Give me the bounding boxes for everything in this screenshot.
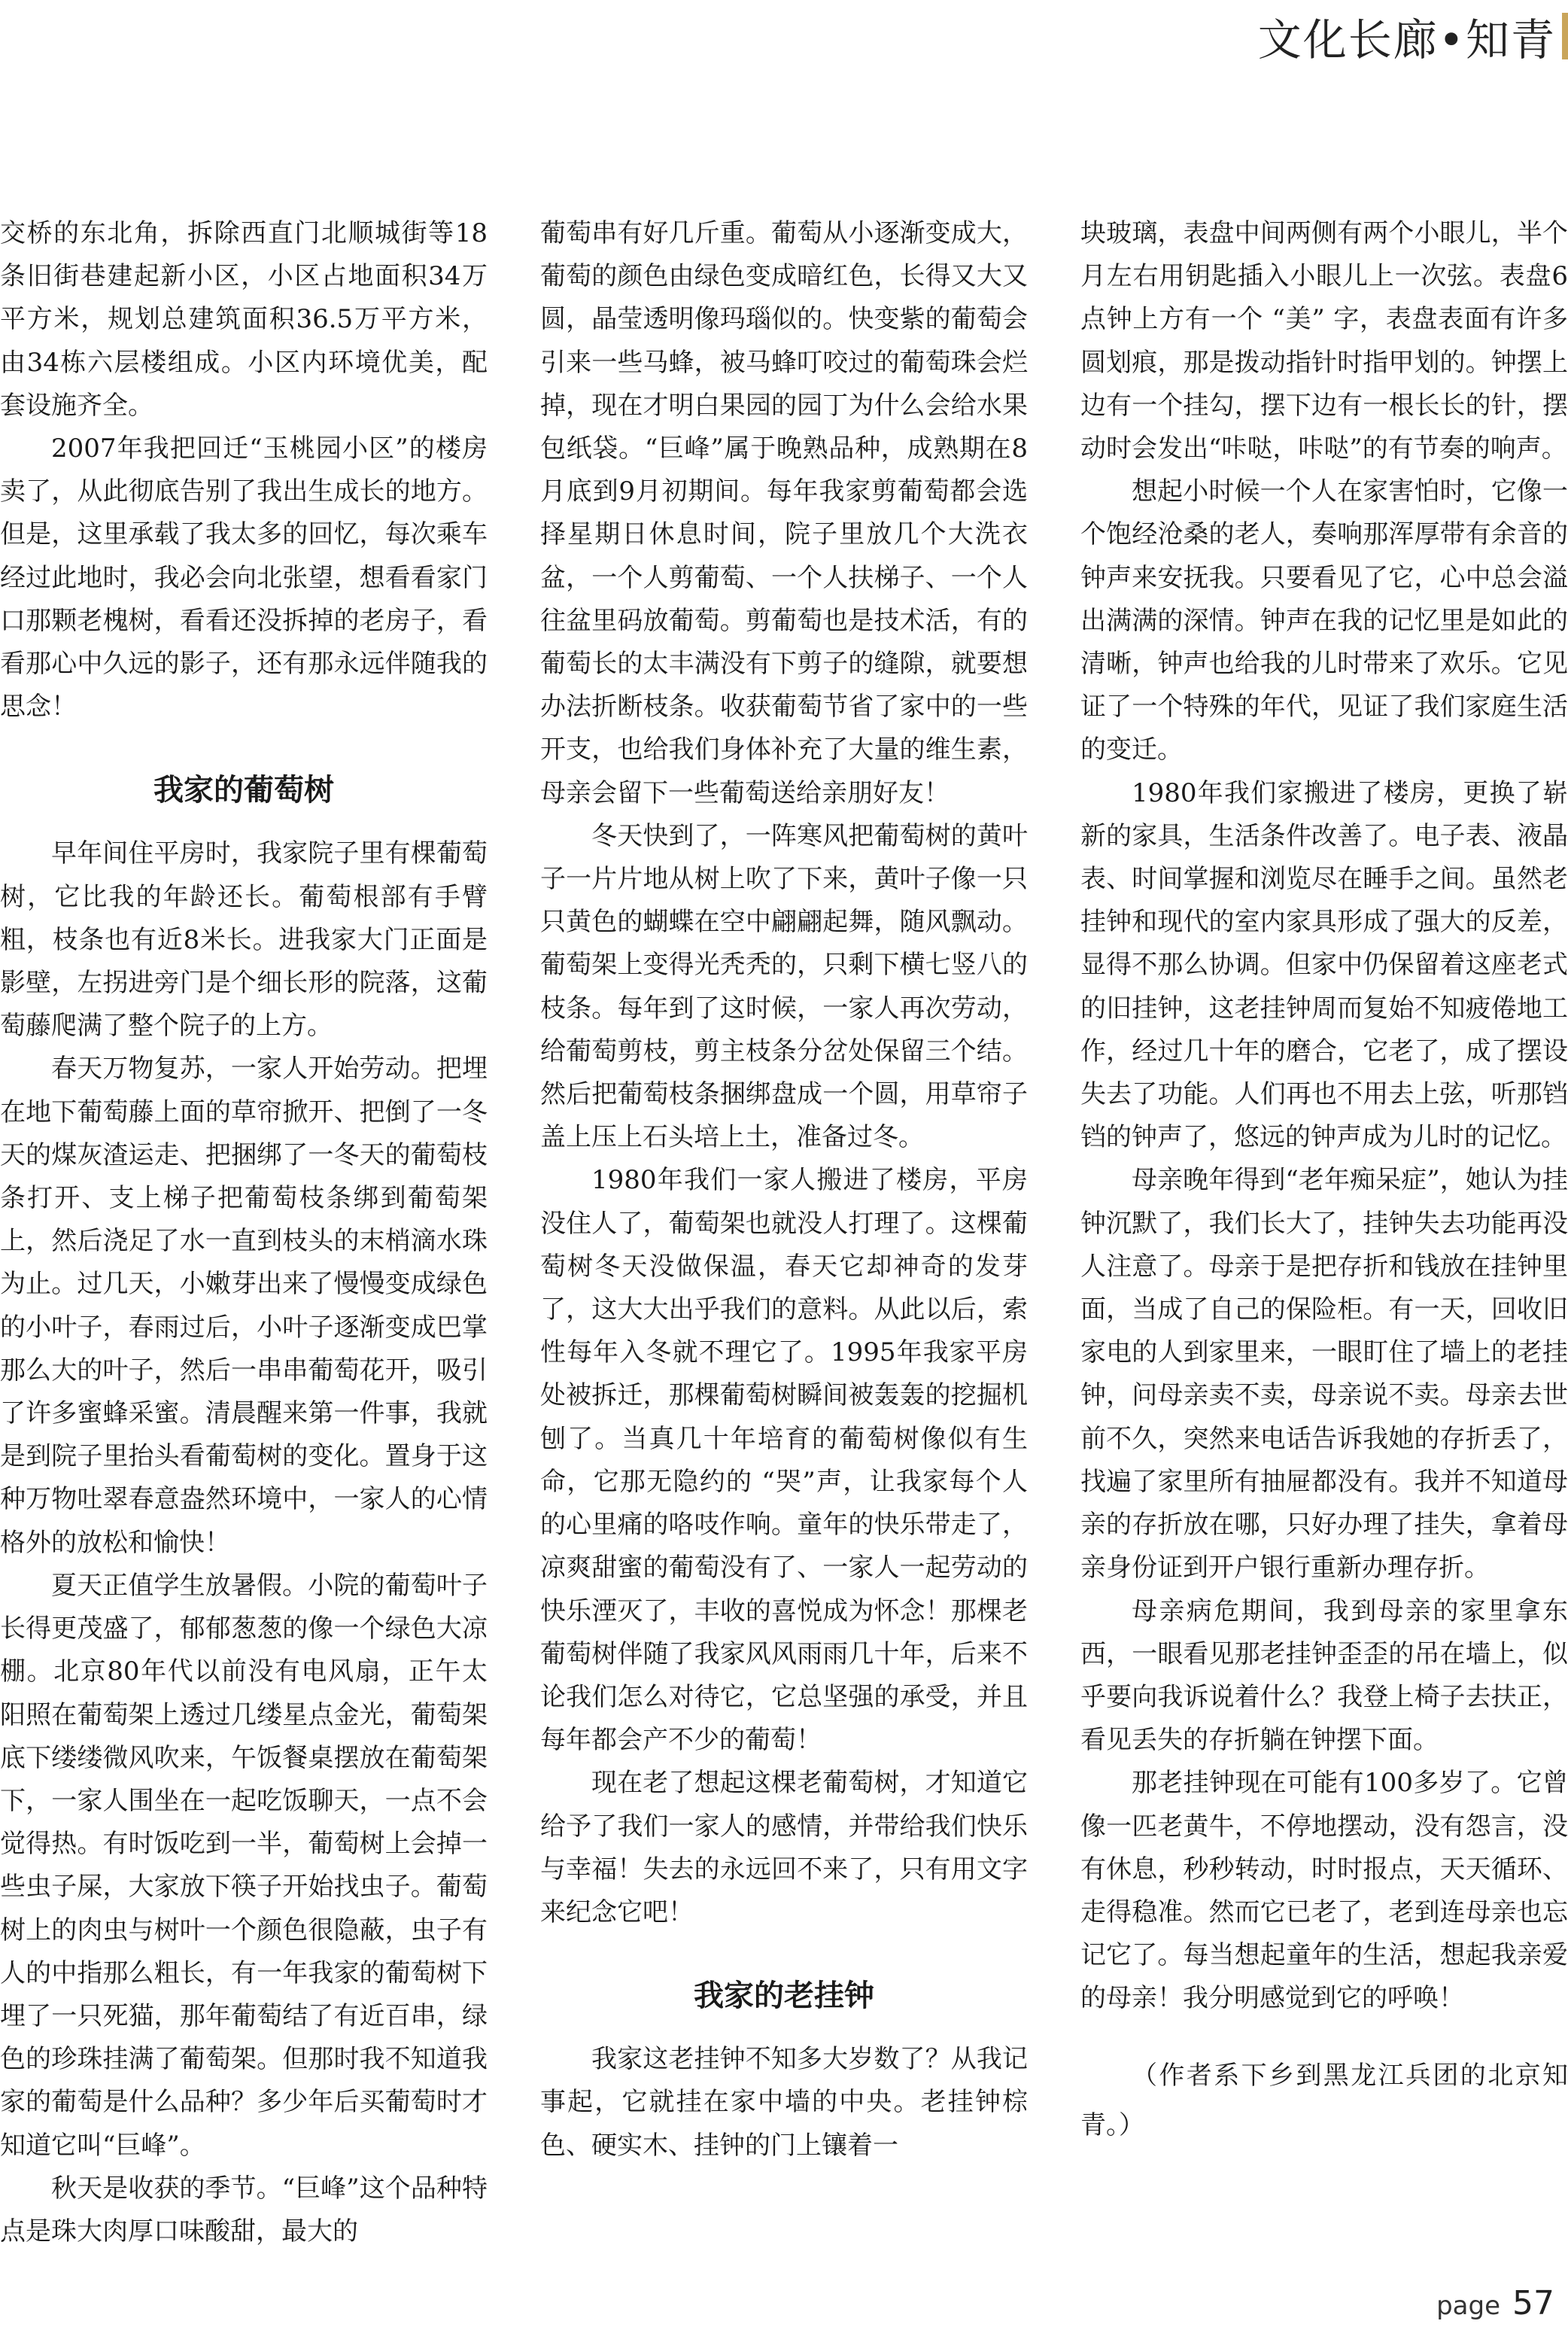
section-heading-clock: 我家的老挂钟 — [694, 1979, 874, 2014]
section-title: 文化长廊•知青 — [1257, 14, 1556, 65]
header-accent-bar — [1562, 13, 1568, 59]
page-footer — [1436, 2284, 1554, 2322]
page-label: page — [1436, 2291, 1500, 2321]
author-note: （作者系下乡到黑龙江兵团的北京知青。） — [1080, 2060, 1568, 2140]
paragraph: 现在老了想起这棵老葡萄树，才知道它给予了我们一家人的感情，并带给我们快乐与幸福！失去的永远回不来了，只有用文字来纪念它吧！ — [540, 1768, 1028, 1927]
section-heading-grapevine: 我家的葡萄树 — [153, 773, 334, 808]
paragraph: 秋天是收获的季节。“巨峰”这个品种特点是珠大肉厚口味酸甜，最大的 — [0, 2173, 488, 2246]
paragraph: 2007年我把回迁“玉桃园小区”的楼房卖了，从此彻底告别了我出生成长的地方。但是，这里承载了我太多的回忆，每次乘车经过此地时，我必会向北张望，想看看家门口那颗老槐树，看看还没拆掉的老房子，看看那心中久远的影子，还有那永远伴随我的思念！ — [0, 433, 488, 722]
paragraph: 那老挂钟现在可能有100多岁了。它曾像一匹老黄牛，不停地摆动，没有怨言，没有休息，秒秒转动，时时报点，天天循环、走得稳准。然而它已老了，老到连母亲也忘记它了。每当想起童年的生活，想起我亲爱的母亲！我分明感觉到它的呼唤！ — [1080, 1768, 1568, 2014]
page-header — [1258, 0, 1568, 72]
paragraph: 交桥的东北角，拆除西直门北顺城街等18条旧街巷建起新小区，小区占地面积34万平方米，规划总建筑面积36.5万平方米，由34栋六层楼组成。小区内环境优美，配套设施齐全。 — [0, 218, 488, 421]
paragraph: 母亲晚年得到“老年痴呆症”，她认为挂钟沉默了，我们长大了，挂钟失去功能再没人注意了。母亲于是把存折和钱放在挂钟里面，当成了自己的保险柜。有一天，回收旧家电的人到家里来，一眼盯住了墙上的老挂钟，问母亲卖不卖，母亲说不卖。母亲去世前不久，突然来电话告诉我她的存折丢了，找遍了家里所有抽屉都没有。我并不知道母亲的存折放在哪，只好办理了挂失，拿着母亲身份证到开户银行重新办理存折。 — [1080, 1165, 1568, 1583]
paragraph: 想起小时候一个人在家害怕时，它像一个饱经沧桑的老人，奏响那浑厚带有余音的钟声来安抚我。只要看见了它，心中总会溢出满满的深情。钟声在我的记忆里是如此的清晰，钟声也给我的儿时带来了欢乐。它见证了一个特殊的年代，见证了我们家庭生活的变迁。 — [1080, 476, 1568, 765]
paragraph: 1980年我们家搬进了楼房，更换了崭新的家具，生活条件改善了。电子表、液晶表、时间掌握和浏览尽在睡手之间。虽然老挂钟和现代的室内家具形成了强大的反差，显得不那么协调。但家中仍保留着这座老式的旧挂钟，这老挂钟周而复始不知疲倦地工作，经过几十年的磨合，它老了，成了摆设失去了功能。人们再也不用去上弦，听那铛铛的钟声了，悠远的钟声成为儿时的记忆。 — [1080, 777, 1568, 1153]
paragraph: 冬天快到了，一阵寒风把葡萄树的黄叶子一片片地从树上吹了下来，黄叶子像一只只黄色的蝴蝶在空中翩翩起舞，随风飘动。葡萄架上变得光秃秃的，只剩下横七竖八的枝条。每年到了这时候，一家人再次劳动，给葡萄剪枝，剪主枝条分岔处保留三个结。然后把葡萄枝条捆绑盘成一个圆，用草帘子盖上压上石头培上土，准备过冬。 — [540, 820, 1028, 1153]
article-column-right — [1080, 212, 1568, 2150]
paragraph: 夏天正值学生放暑假。小院的葡萄叶子长得更茂盛了，郁郁葱葱的像一个绿色大凉棚。北京80年代以前没有电风扇，正午太阳照在葡萄架上透过几缕星点金光，葡萄架底下缕缕微风吹来，午饭餐桌摆放在葡萄架下，一家人围坐在一起吃饭聊天，一点不会觉得热。有时饭吃到一半，葡萄树上会掉一些虫子屎，大家放下筷子开始找虫子。葡萄树上的肉虫与树叶一个颜色很隐蔽，虫子有人的中指那么粗长，有一年我家的葡萄树下埋了一只死猫，那年葡萄结了有近百串，绿色的珍珠挂满了葡萄架。但那时我不知道我家的葡萄是什么品种？多少年后买葡萄时才知道它叫“巨峰”。 — [0, 1570, 488, 2161]
paragraph: 块玻璃，表盘中间两侧有两个小眼儿，半个月左右用钥匙插入小眼儿上一次弦。表盘6点钟上方有一个 “美” 字，表盘表面有许多圆划痕，那是拨动指针时指甲划的。钟摆上边有一个挂勾，摆下边有一根长长的针，摆动时会发出“咔哒，咔哒”的有节奏的响声。 — [1080, 218, 1568, 464]
page-number: 57 — [1512, 2284, 1554, 2322]
paragraph: 母亲病危期间，我到母亲的家里拿东西，一眼看见那老挂钟歪歪的吊在墙上，似乎要向我诉说着什么？我登上椅子去扶正，看见丢失的存折躺在钟摆下面。 — [1080, 1595, 1568, 1756]
article-column-left — [0, 212, 488, 2253]
paragraph: 我家这老挂钟不知多大岁数了？从我记事起，它就挂在家中墙的中央。老挂钟棕色、硬实木、挂钟的门上镶着一 — [540, 2044, 1028, 2161]
paragraph: 1980年我们一家人搬进了楼房，平房没住人了，葡萄架也就没人打理了。这棵葡萄树冬天没做保温，春天它却神奇的发芽了，这大大出乎我们的意料。从此以后，索性每年入冬就不理它了。1995年我家平房处被拆迁，那棵葡萄树瞬间被轰轰的挖掘机刨了。当真几十年培育的葡萄树像似有生命，它那无隐约的 “哭”声，让我家每个人的心里痛的咯吱作响。童年的快乐带走了，凉爽甜蜜的葡萄没有了、一家人一起劳动的快乐湮灭了，丰收的喜悦成为怀念！那棵老葡萄树伴随了我家风风雨雨几十年，后来不论我们怎么对待它，它总坚强的承受，并且每年都会产不少的葡萄！ — [540, 1165, 1028, 1756]
paragraph: 春天万物复苏，一家人开始劳动。把埋在地下葡萄藤上面的草帘掀开、把倒了一冬天的煤灰渣运走、把捆绑了一冬天的葡萄枝条打开、支上梯子把葡萄枝条绑到葡萄架上，然后浇足了水一直到枝头的末梢滴水珠为止。过几天，小嫩芽出来了慢慢变成绿色的小叶子，春雨过后，小叶子逐渐变成巴掌那么大的叶子，然后一串串葡萄花开，吸引了许多蜜蜂采蜜。清晨醒来第一件事，我就是到院子里抬头看葡萄树的变化。置身于这种万物吐翠春意盎然环境中，一家人的心情格外的放松和愉快！ — [0, 1054, 488, 1558]
article-column-middle — [540, 212, 1028, 2167]
paragraph: 早年间住平房时，我家院子里有棵葡萄树，它比我的年龄还长。葡萄根部有手臂粗，枝条也有近8米长。进我家大门正面是影壁，左拐进旁门是个细长形的院落，这葡萄藤爬满了整个院子的上方。 — [0, 838, 488, 1042]
paragraph: 葡萄串有好几斤重。葡萄从小逐渐变成大，葡萄的颜色由绿色变成暗红色，长得又大又圆，晶莹透明像玛瑙似的。快变紫的葡萄会引来一些马蜂，被马蜂叮咬过的葡萄珠会烂掉，现在才明白果园的园丁为什么会给水果包纸袋。“巨峰”属于晚熟品种，成熟期在8月底到9月初期间。每年我家剪葡萄都会选择星期日休息时间，院子里放几个大洗衣盆，一个人剪葡萄、一个人扶梯子、一个人往盆里码放葡萄。剪葡萄也是技术活，有的葡萄长的太丰满没有下剪子的缝隙，就要想办法折断枝条。收获葡萄节省了家中的一些开支，也给我们身体补充了大量的维生素，母亲会留下一些葡萄送给亲朋好友！ — [540, 218, 1028, 808]
